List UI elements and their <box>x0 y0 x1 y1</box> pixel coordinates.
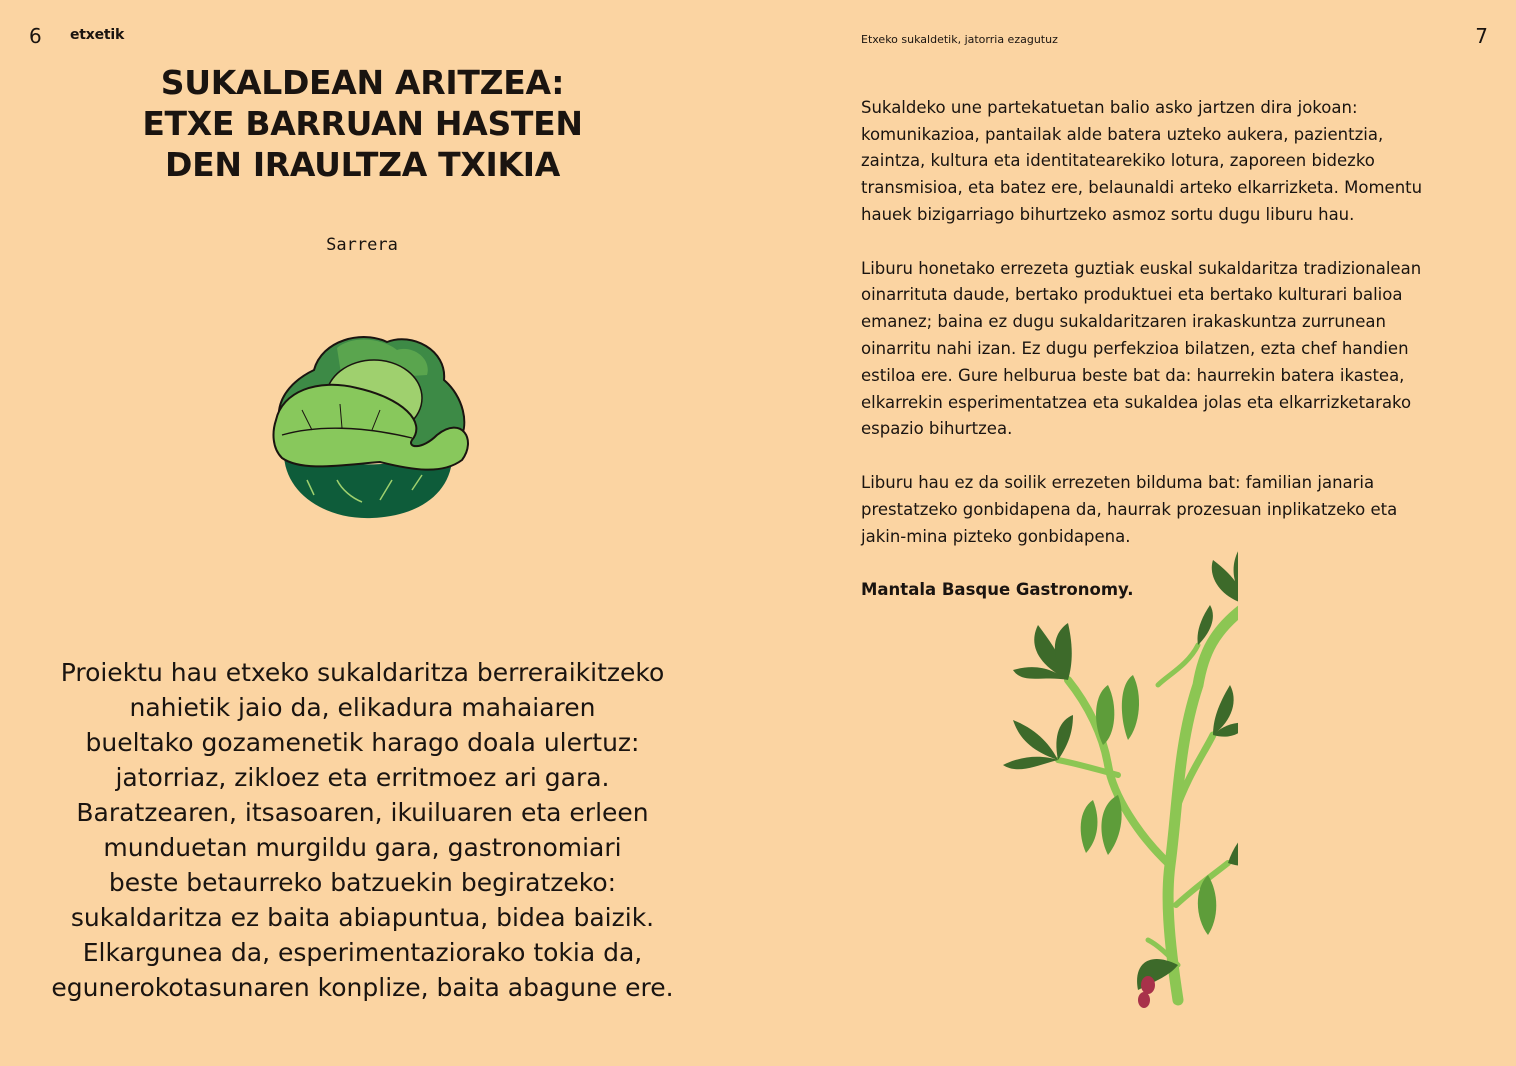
running-head: Etxeko sukaldetik, jatorria ezagutuz <box>861 33 1058 46</box>
intro-line: sukaldaritza ez baita abiapuntua, bidea baizik. <box>70 903 655 932</box>
body-line: Liburu hau ez da soilik errezeten bilduma bat: familian janaria <box>861 472 1375 492</box>
brand-logo: etxetik <box>70 27 125 43</box>
intro-line: Elkargunea da, esperimentaziorako tokia da, <box>82 938 643 967</box>
body-line: komunikazioa, pantailak alde batera uzteko aukera, pazientzia, <box>861 124 1384 144</box>
body-line: oinarritu nahi izan. Ez dugu perfekzioa bilatzen, ezta chef handien <box>861 338 1409 358</box>
title-line: DEN IRAULTZA TXIKIA <box>164 145 560 184</box>
intro-line: jatorriaz, zikloez eta erritmoez ari gara. <box>115 763 610 792</box>
intro-line: bueltako gozamenetik harago doala ulertuz: <box>85 728 640 757</box>
section-subtitle: Sarrera <box>326 235 398 255</box>
body-line: Sukaldeko une partekatuetan balio asko jartzen dira jokoan: <box>861 97 1358 117</box>
body-line: espazio bihurtzea. <box>861 419 1013 439</box>
cabbage-illustration <box>262 330 474 522</box>
body-line: jakin-mina pizteko gonbidapena. <box>861 526 1131 546</box>
intro-line: egunerokotasunaren konplize, baita abagune ere. <box>51 973 674 1002</box>
page-number-left: 6 <box>29 24 42 48</box>
body-line: emanez; baina ez dugu sukaldaritzaren irakaskuntza zurrunean <box>861 312 1386 332</box>
intro-line: munduetan murgildu gara, gastronomiari <box>103 833 622 862</box>
body-line: Liburu honetako errezeta guztiak euskal sukaldaritza tradizionalean <box>861 258 1422 278</box>
page-number-right: 7 <box>1475 24 1488 48</box>
intro-line: Proiektu hau etxeko sukaldaritza berreraikitzeko <box>60 658 665 687</box>
intro-line: beste betaurreko batzuekin begiratzeko: <box>108 868 617 897</box>
intro-paragraph <box>30 655 695 1005</box>
page-title <box>110 62 615 185</box>
body-line: oinarrituta daude, bertako produktuei eta bertako kulturari balioa <box>861 285 1403 305</box>
body-line: zaintza, kultura eta identitatearekiko lotura, zaporeen bidezko <box>861 151 1375 171</box>
body-line: hauek bizigarriago bihurtzeko asmoz sortu dugu liburu hau. <box>861 204 1355 224</box>
right-page <box>758 0 1516 1066</box>
body-line: estiloa ere. Gure helburua beste bat da: haurrekin batera ikastea, <box>861 365 1405 385</box>
body-line: transmisioa, eta batez ere, belaunaldi arteko elkarrizketa. Momentu <box>861 178 1423 198</box>
intro-line: nahietik jaio da, elikadura mahaiaren <box>129 693 596 722</box>
intro-line: Baratzearen, itsasoaren, ikuiluaren eta erleen <box>76 798 649 827</box>
signature: Mantala Basque Gastronomy. <box>861 580 1134 600</box>
body-line: elkarrekin esperimentatzea eta sukaldea jolas eta elkarrizketarako <box>861 392 1412 412</box>
body-line: prestatzeko gonbidapena da, haurrak prozesuan inplikatzeko eta <box>861 499 1398 519</box>
bean-plant-illustration <box>998 535 1238 1010</box>
title-line: SUKALDEAN ARITZEA: <box>160 63 565 102</box>
title-line: ETXE BARRUAN HASTEN <box>142 104 583 143</box>
